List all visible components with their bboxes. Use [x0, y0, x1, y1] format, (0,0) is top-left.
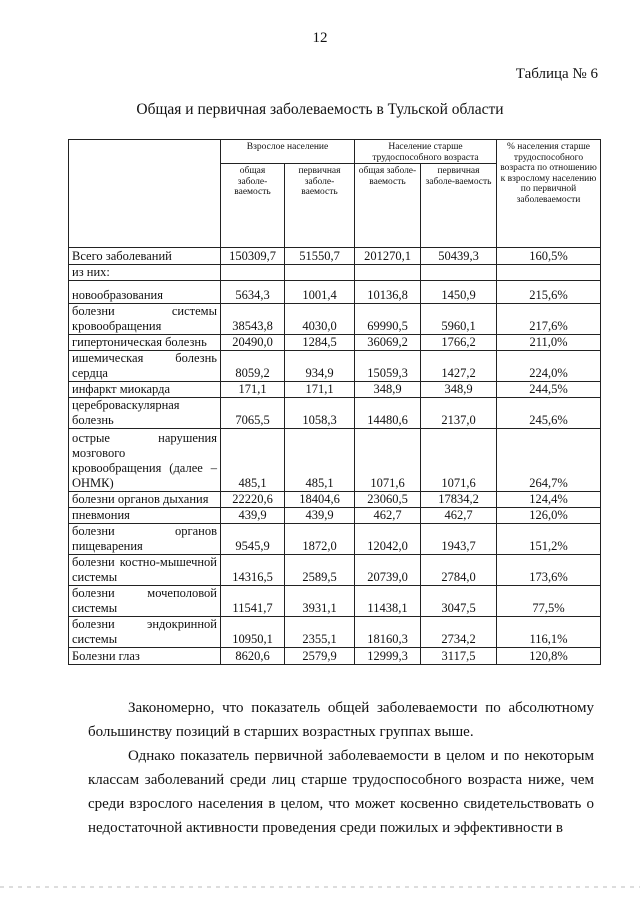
- table-row: [69, 586, 601, 617]
- adult-general-value: 14316,5: [221, 555, 285, 586]
- paragraph-1: Закономерно, что показатель общей заболеваемости по абсолютному большинству позиций в старших возрастных группах выше.: [88, 700, 594, 740]
- adult-primary-value: 485,1: [285, 429, 355, 492]
- elderly-primary-value: 2734,2: [421, 617, 497, 648]
- row-name: новообразования: [69, 281, 221, 304]
- elderly-primary-value: 1071,6: [421, 429, 497, 492]
- pct-value: 244,5%: [497, 382, 601, 398]
- adult-primary-value: 1284,5: [285, 335, 355, 351]
- adult-general-value: 171,1: [221, 382, 285, 398]
- pct-value: 160,5%: [497, 248, 601, 265]
- table-row: [69, 351, 601, 382]
- adult-general-value: 439,9: [221, 508, 285, 524]
- elderly-primary-value: 3117,5: [421, 648, 497, 665]
- row-name: болезни органов дыхания: [69, 492, 221, 508]
- elderly-primary-value: 348,9: [421, 382, 497, 398]
- table-row: [69, 281, 601, 304]
- row-name: болезни мочеполовой системы: [69, 586, 221, 617]
- adult-primary-value: [285, 265, 355, 281]
- table-title: Общая и первичная заболеваемость в Тульской области: [136, 101, 504, 118]
- table-row: [69, 398, 601, 429]
- pct-value: 120,8%: [497, 648, 601, 665]
- header-elderly-group: Население старше трудоспособного возраста: [355, 140, 497, 164]
- adult-general-value: 20490,0: [221, 335, 285, 351]
- elderly-general-value: 15059,3: [355, 351, 421, 382]
- paragraph-2: Однако показатель первичной заболеваемости в целом и по некоторым классам заболеваний среди лиц старше трудоспособного возраста ниже, чем среди взрослого населения в целом, что может косвенно свидетельствовать о недостаточной активности проведения среди пожилых и эффективности в: [88, 748, 594, 836]
- elderly-primary-value: 17834,2: [421, 492, 497, 508]
- adult-primary-value: 439,9: [285, 508, 355, 524]
- elderly-primary-value: 462,7: [421, 508, 497, 524]
- adult-primary-value: 51550,7: [285, 248, 355, 265]
- page-number: 12: [312, 30, 328, 46]
- elderly-general-value: 201270,1: [355, 248, 421, 265]
- elderly-primary-value: [421, 265, 497, 281]
- adult-general-value: 10950,1: [221, 617, 285, 648]
- table-row: [69, 648, 601, 665]
- table-row: [69, 492, 601, 508]
- adult-primary-value: 934,9: [285, 351, 355, 382]
- adult-primary-value: 18404,6: [285, 492, 355, 508]
- morbidity-table: [68, 139, 601, 665]
- row-name: пневмония: [69, 508, 221, 524]
- pct-value: 224,0%: [497, 351, 601, 382]
- pct-value: 245,6%: [497, 398, 601, 429]
- header-adult-general: общая заболе-ваемость: [221, 164, 285, 248]
- row-name: болезни костно-мышечной системы: [69, 555, 221, 586]
- row-name: цереброваскулярная болезнь: [69, 398, 221, 429]
- header-adult-primary: первичная заболе-ваемость: [285, 164, 355, 248]
- pct-value: 211,0%: [497, 335, 601, 351]
- adult-primary-value: 1001,4: [285, 281, 355, 304]
- adult-primary-value: 1058,3: [285, 398, 355, 429]
- elderly-primary-value: 3047,5: [421, 586, 497, 617]
- table-row: [69, 429, 601, 492]
- adult-primary-value: 171,1: [285, 382, 355, 398]
- row-name: острые нарушения мозгового кровообращения (далее – ОНМК): [69, 429, 221, 492]
- adult-primary-value: 2589,5: [285, 555, 355, 586]
- pct-value: 215,6%: [497, 281, 601, 304]
- elderly-general-value: 23060,5: [355, 492, 421, 508]
- pct-value: 116,1%: [497, 617, 601, 648]
- adult-general-value: 150309,7: [221, 248, 285, 265]
- table-row: [69, 265, 601, 281]
- elderly-primary-value: 1427,2: [421, 351, 497, 382]
- table-row: [69, 335, 601, 351]
- adult-primary-value: 2355,1: [285, 617, 355, 648]
- header-elderly-primary: первичная заболе-ваемость: [421, 164, 497, 248]
- adult-general-value: 8620,6: [221, 648, 285, 665]
- header-name-cell: [69, 140, 221, 248]
- row-name: инфаркт миокарда: [69, 382, 221, 398]
- elderly-general-value: 69990,5: [355, 304, 421, 335]
- elderly-general-value: 18160,3: [355, 617, 421, 648]
- row-name: Болезни глаз: [69, 648, 221, 665]
- table-row: [69, 382, 601, 398]
- scan-edge-marks: [0, 886, 640, 888]
- adult-general-value: [221, 265, 285, 281]
- table-row: [69, 508, 601, 524]
- elderly-general-value: 462,7: [355, 508, 421, 524]
- elderly-primary-value: 1943,7: [421, 524, 497, 555]
- pct-value: 173,6%: [497, 555, 601, 586]
- elderly-primary-value: 5960,1: [421, 304, 497, 335]
- adult-general-value: 5634,3: [221, 281, 285, 304]
- elderly-general-value: 10136,8: [355, 281, 421, 304]
- pct-value: 126,0%: [497, 508, 601, 524]
- header-pct: % населения старше трудоспособного возраста по отношению к взрослому населению по первичной заболеваемости: [497, 140, 601, 248]
- adult-general-value: 9545,9: [221, 524, 285, 555]
- row-name: болезни органов пищеварения: [69, 524, 221, 555]
- elderly-general-value: 1071,6: [355, 429, 421, 492]
- adult-primary-value: 3931,1: [285, 586, 355, 617]
- elderly-general-value: 20739,0: [355, 555, 421, 586]
- row-name: болезни системы кровообращения: [69, 304, 221, 335]
- elderly-general-value: 11438,1: [355, 586, 421, 617]
- elderly-general-value: 12999,3: [355, 648, 421, 665]
- adult-primary-value: 1872,0: [285, 524, 355, 555]
- pct-value: [497, 265, 601, 281]
- pct-value: 217,6%: [497, 304, 601, 335]
- adult-general-value: 8059,2: [221, 351, 285, 382]
- adult-general-value: 7065,5: [221, 398, 285, 429]
- adult-primary-value: 2579,9: [285, 648, 355, 665]
- table-row: [69, 304, 601, 335]
- row-name: болезни эндокринной системы: [69, 617, 221, 648]
- adult-general-value: 11541,7: [221, 586, 285, 617]
- elderly-primary-value: 2784,0: [421, 555, 497, 586]
- adult-general-value: 38543,8: [221, 304, 285, 335]
- adult-primary-value: 4030,0: [285, 304, 355, 335]
- table-label: Таблица № 6: [515, 66, 598, 82]
- elderly-primary-value: 1766,2: [421, 335, 497, 351]
- elderly-general-value: 12042,0: [355, 524, 421, 555]
- adult-general-value: 22220,6: [221, 492, 285, 508]
- elderly-primary-value: 2137,0: [421, 398, 497, 429]
- row-name: Всего заболеваний: [69, 248, 221, 265]
- table-row: [69, 524, 601, 555]
- elderly-general-value: 36069,2: [355, 335, 421, 351]
- pct-value: 124,4%: [497, 492, 601, 508]
- table-row: [69, 617, 601, 648]
- row-name: гипертоническая болезнь: [69, 335, 221, 351]
- elderly-primary-value: 1450,9: [421, 281, 497, 304]
- table-row: [69, 248, 601, 265]
- elderly-primary-value: 50439,3: [421, 248, 497, 265]
- adult-general-value: 485,1: [221, 429, 285, 492]
- header-elderly-general: общая заболе-ваемость: [355, 164, 421, 248]
- table-row: [69, 555, 601, 586]
- pct-value: 77,5%: [497, 586, 601, 617]
- pct-value: 151,2%: [497, 524, 601, 555]
- row-name: из них:: [69, 265, 221, 281]
- row-name: ишемическая болезнь сердца: [69, 351, 221, 382]
- elderly-general-value: [355, 265, 421, 281]
- elderly-general-value: 14480,6: [355, 398, 421, 429]
- elderly-general-value: 348,9: [355, 382, 421, 398]
- pct-value: 264,7%: [497, 429, 601, 492]
- header-adult-group: Взрослое население: [221, 140, 355, 164]
